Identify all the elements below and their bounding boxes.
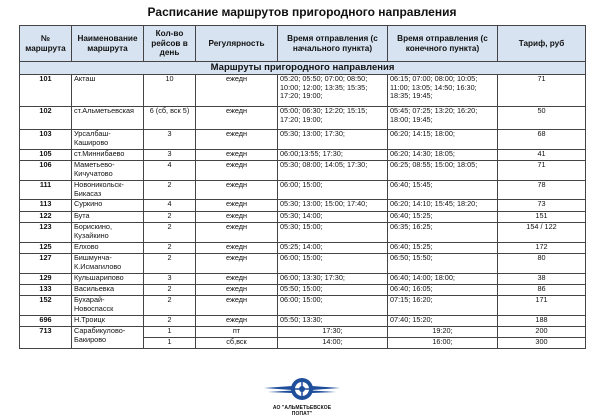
departure-end: 06:25; 08:55; 15:00; 18:05;: [388, 161, 498, 181]
route-number: 125: [20, 243, 72, 254]
route-name: Урсалбаш-Каширово: [72, 130, 144, 150]
departure-end: 06:40; 14:00; 18:00;: [388, 274, 498, 285]
regularity: ежедн: [196, 150, 278, 161]
table-row: [20, 296, 586, 316]
tariff: 71: [498, 161, 586, 181]
header-route-number: № маршрута: [20, 26, 72, 62]
departure-start: 05:30; 14:00;: [278, 212, 388, 223]
departure-start: 05:20; 05:50; 07:00; 08:50; 10:00; 12:00; 13:35; 15:35; 17:20; 19:00;: [278, 75, 388, 107]
departure-end: 06:15; 07:00; 08:00; 10:05; 11:00; 13:05; 14:50; 16:30; 18:35; 19:45;: [388, 75, 498, 107]
tariff: 86: [498, 285, 586, 296]
route-name: Кульшарипово: [72, 274, 144, 285]
table-row: [20, 181, 586, 200]
trips-count: 4: [144, 161, 196, 181]
route-name: Бута: [72, 212, 144, 223]
route-number: 123: [20, 223, 72, 243]
route-name: Бишмунча-К.Исмагилово: [72, 254, 144, 274]
tariff: 300: [498, 338, 586, 349]
departure-start: 05:30; 13:00; 17:30;: [278, 130, 388, 150]
tariff: 172: [498, 243, 586, 254]
page-title: Расписание маршрутов пригородного направления: [147, 5, 457, 19]
regularity: ежедн: [196, 296, 278, 316]
header-tariff: Тариф, руб: [498, 26, 586, 62]
regularity: ежедн: [196, 274, 278, 285]
tariff: 73: [498, 200, 586, 212]
trips-count: 3: [144, 274, 196, 285]
departure-end: 06:50; 15:50;: [388, 254, 498, 274]
tariff: 50: [498, 107, 586, 130]
trips-count: 2: [144, 223, 196, 243]
company-name: АО "АЛЬМЕТЬЕВСКОЕ ПОПАТ": [272, 405, 332, 417]
table-header-row: [20, 26, 586, 62]
trips-count: 1: [144, 327, 196, 338]
table-row: [20, 130, 586, 150]
trips-count: 2: [144, 254, 196, 274]
route-number: 106: [20, 161, 72, 181]
route-number: 113: [20, 200, 72, 212]
route-number: 696: [20, 316, 72, 327]
header-departure-start: Время отправления (с начального пункта): [278, 26, 388, 62]
departure-end: 06:20; 14:10; 15:45; 18:20;: [388, 200, 498, 212]
route-number: 103: [20, 130, 72, 150]
regularity: ежедн: [196, 75, 278, 107]
departure-start: 06:00; 15:00;: [278, 296, 388, 316]
trips-count: 2: [144, 316, 196, 327]
departure-start: 06:00; 15:00;: [278, 254, 388, 274]
route-name: ст.Миннибаево: [72, 150, 144, 161]
tariff: 68: [498, 130, 586, 150]
table-row: [20, 212, 586, 223]
table-row: [20, 254, 586, 274]
departure-end: 07:15; 16:20;: [388, 296, 498, 316]
tariff: 78: [498, 181, 586, 200]
tariff: 188: [498, 316, 586, 327]
departure-end: 06:40; 15:45;: [388, 181, 498, 200]
regularity: ежедн: [196, 243, 278, 254]
route-number: 133: [20, 285, 72, 296]
tariff: 71: [498, 75, 586, 107]
table-row: [20, 243, 586, 254]
route-name: Н.Троицк: [72, 316, 144, 327]
trips-count: 2: [144, 212, 196, 223]
section-row: [20, 62, 586, 75]
table-row: [20, 161, 586, 181]
table-row: [20, 274, 586, 285]
departure-end: 16:00;: [388, 338, 498, 349]
trips-count: 10: [144, 75, 196, 107]
departure-end: 06:20; 14:15; 18:00;: [388, 130, 498, 150]
departure-start: 05:50; 13:30;: [278, 316, 388, 327]
table-row: [20, 327, 586, 338]
regularity: ежедн: [196, 316, 278, 327]
departure-start: 17:30;: [278, 327, 388, 338]
tariff: 200: [498, 327, 586, 338]
regularity: ежедн: [196, 212, 278, 223]
route-name: Сарабикулово-Бакирово: [72, 327, 144, 349]
route-number: 101: [20, 75, 72, 107]
regularity: ежедн: [196, 107, 278, 130]
departure-end: 06:20; 14:30; 18:05;: [388, 150, 498, 161]
route-number: 152: [20, 296, 72, 316]
trips-count: 3: [144, 130, 196, 150]
route-name: Бухарай-Новоспасск: [72, 296, 144, 316]
regularity: ежедн: [196, 161, 278, 181]
departure-end: 19:20;: [388, 327, 498, 338]
route-name: Новоникольск-Бикасаз: [72, 181, 144, 200]
route-number: 127: [20, 254, 72, 274]
departure-start: 14:00;: [278, 338, 388, 349]
trips-count: 6 (сб, вск 5): [144, 107, 196, 130]
route-number: 111: [20, 181, 72, 200]
regularity: ежедн: [196, 223, 278, 243]
departure-end: 06:35; 16:25;: [388, 223, 498, 243]
departure-start: 06:00; 13:30; 17:30;: [278, 274, 388, 285]
route-name: ст.Альметьевская: [72, 107, 144, 130]
table-row: [20, 200, 586, 212]
departure-start: 05:30; 08:00; 14:05; 17:30;: [278, 161, 388, 181]
route-number: 713: [20, 327, 72, 349]
route-number: 122: [20, 212, 72, 223]
trips-count: 3: [144, 150, 196, 161]
header-trips-per-day: Кол-во рейсов в день: [144, 26, 196, 62]
trips-count: 2: [144, 285, 196, 296]
tariff: 171: [498, 296, 586, 316]
departure-start: 05:30; 13:00; 15:00; 17:40;: [278, 200, 388, 212]
route-name: Елхово: [72, 243, 144, 254]
tariff: 38: [498, 274, 586, 285]
trips-count: 2: [144, 296, 196, 316]
table-row: [20, 75, 586, 107]
section-title: Маршруты пригородного направления: [20, 62, 586, 75]
departure-end: 06:40; 15:25;: [388, 243, 498, 254]
regularity: пт: [196, 327, 278, 338]
company-logo: [262, 374, 342, 416]
table-row: [20, 223, 586, 243]
departure-end: 06:40; 15:25;: [388, 212, 498, 223]
route-number: 105: [20, 150, 72, 161]
trips-count: 1: [144, 338, 196, 349]
departure-start: 06:00;13:55; 17:30;: [278, 150, 388, 161]
departure-start: 05:25; 14:00;: [278, 243, 388, 254]
route-name: Васильевка: [72, 285, 144, 296]
trips-count: 2: [144, 181, 196, 200]
departure-end: 07:40; 15:20;: [388, 316, 498, 327]
route-name: Борискино, Кузайкино: [72, 223, 144, 243]
table-row: [20, 150, 586, 161]
route-name: Акташ: [72, 75, 144, 107]
departure-end: 05:45; 07:25; 13:20; 16:20; 18:00; 19:45;: [388, 107, 498, 130]
regularity: ежедн: [196, 254, 278, 274]
route-name: Маметьево-Кичучатово: [72, 161, 144, 181]
regularity: сб,вск: [196, 338, 278, 349]
regularity: ежедн: [196, 130, 278, 150]
departure-start: 05:00; 06:30; 12:20; 15:15; 17:20; 19:00;: [278, 107, 388, 130]
table-row: [20, 107, 586, 130]
header-departure-end: Время отправления (с конечного пункта): [388, 26, 498, 62]
header-route-name: Наименование маршрута: [72, 26, 144, 62]
trips-count: 2: [144, 243, 196, 254]
table-row: [20, 316, 586, 327]
tariff: 80: [498, 254, 586, 274]
departure-start: 05:30; 15:00;: [278, 223, 388, 243]
route-number: 129: [20, 274, 72, 285]
table-row: [20, 285, 586, 296]
departure-end: 06:40; 16:05;: [388, 285, 498, 296]
regularity: ежедн: [196, 200, 278, 212]
schedule-table: [19, 25, 586, 349]
route-number: 102: [20, 107, 72, 130]
header-regularity: Регулярность: [196, 26, 278, 62]
tariff: 154 / 122: [498, 223, 586, 243]
trips-count: 4: [144, 200, 196, 212]
route-name: Суркино: [72, 200, 144, 212]
tariff: 41: [498, 150, 586, 161]
departure-start: 06:00; 15:00;: [278, 181, 388, 200]
tariff: 151: [498, 212, 586, 223]
bus-wheel-wings-logo-icon: [262, 374, 342, 404]
regularity: ежедн: [196, 285, 278, 296]
regularity: ежедн: [196, 181, 278, 200]
departure-start: 05:50; 15:00;: [278, 285, 388, 296]
